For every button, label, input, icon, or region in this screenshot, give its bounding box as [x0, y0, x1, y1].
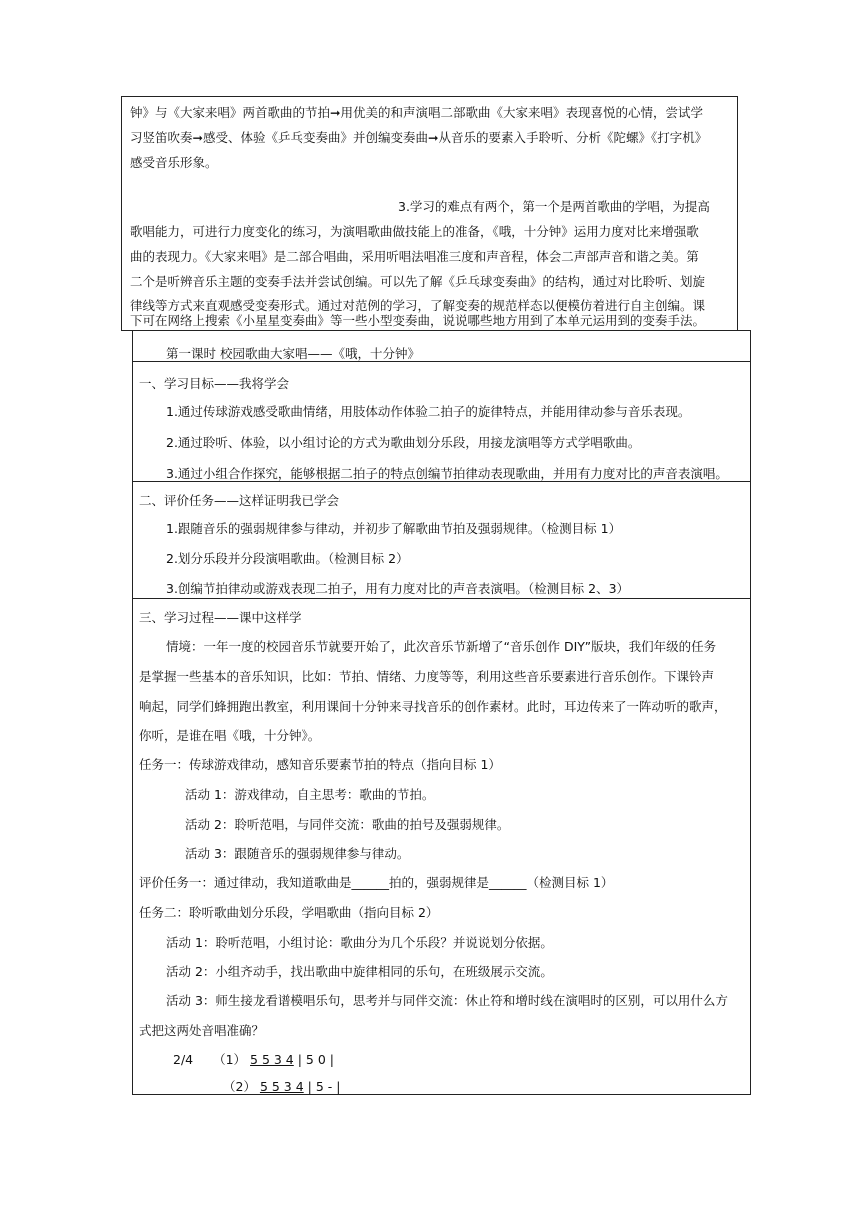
phrase-ending: | 5 0 |	[297, 1052, 334, 1067]
notation-line-1	[173, 1054, 334, 1067]
paragraph-line: 律线等方式来直观感受变奏形式。通过对范例的学习，了解变奏的规范样态以便模仿着进行自主创编。课	[130, 298, 706, 313]
assessment-item: 3.创编节拍律动或游戏表现二拍子，用有力度对比的声音表演唱。（检测目标 2、3）	[166, 581, 630, 596]
paragraph-line: 习竖笛吹奏➞感受、体验《乒乓变奏曲》并创编变奏曲➞从音乐的要素入手聆听、分析《陀螺》《打字机》	[130, 130, 708, 145]
assessment-item: 1.跟随音乐的强弱规律参与律动，并初步了解歌曲节拍及强弱规律。（检测目标 1）	[166, 521, 622, 536]
lesson-title: 第一课时 校园歌曲大家唱——《哦，十分钟》	[166, 346, 420, 361]
goal-item: 1.通过传球游戏感受歌曲情绪，用肢体动作体验二拍子的旋律特点，并能用律动参与音乐表现。	[166, 404, 691, 419]
activity-item: 活动 2：小组齐动手，找出歌曲中旋律相同的乐句，在班级展示交流。	[166, 964, 553, 979]
activity-item: 活动 1：游戏律动，自主思考：歌曲的节拍。	[185, 787, 435, 802]
phrase-label: （1）	[213, 1052, 247, 1067]
divider	[133, 361, 750, 362]
evaluation-task: 评价任务一：通过律动，我知道歌曲是______拍的，强弱规律是______（检测目标 1）	[139, 875, 614, 890]
divider	[133, 598, 750, 599]
phrase-notes: 5 5 3 4	[259, 1079, 304, 1094]
assessment-heading: 二、评价任务——这样证明我已学会	[139, 493, 340, 508]
goals-heading: 一、学习目标——我将学会	[139, 376, 290, 391]
activity-item: 式把这两处音唱准确？	[139, 1023, 265, 1038]
scenario-line: 你听，是谁在唱《哦，十分钟》。	[139, 728, 321, 743]
activity-item: 活动 1：聆听范唱，小组讨论：歌曲分为几个乐段？并说说划分依据。	[166, 935, 553, 950]
goal-item: 2.通过聆听、体验，以小组讨论的方式为歌曲划分乐段，用接龙演唱等方式学唱歌曲。	[166, 435, 641, 450]
scenario-line: 响起，同学们蜂拥跑出教室，利用课间十分钟来寻找音乐的创作素材。此时，耳边传来了一阵动听的歌声，	[139, 699, 727, 714]
goal-item: 3.通过小组合作探究，能够根据二拍子的特点创编节拍律动表现歌曲，并用有力度对比的声音表演唱。	[166, 466, 728, 481]
paragraph-line: 感受音乐形象。	[130, 155, 218, 170]
notation-line-2	[223, 1081, 340, 1094]
phrase-notes: 5 5 3 4	[250, 1052, 294, 1067]
task-heading: 任务一：传球游戏律动，感知音乐要素节拍的特点（指向目标 1）	[139, 757, 501, 772]
paragraph-line: 二个是听辨音乐主题的变奏手法并尝试创编。可以先了解《乒乓球变奏曲》的结构，通过对比聆听、划旋	[130, 274, 706, 289]
time-signature: 2/4	[173, 1052, 194, 1067]
phrase-label: （2）	[223, 1079, 256, 1094]
divider	[133, 481, 750, 482]
process-heading: 三、学习过程——课中这样学	[139, 610, 302, 625]
activity-item: 活动 3：跟随音乐的强弱规律参与律动。	[185, 846, 410, 861]
paragraph-line: 下可在网络上搜索《小星星变奏曲》等一些小型变奏曲，说说哪些地方用到了本单元运用到的变奏手法。	[130, 313, 706, 328]
task-heading: 任务二：聆听歌曲划分乐段，学唱歌曲（指向目标 2）	[139, 905, 439, 920]
activity-item: 活动 3：师生接龙看谱模唱乐句，思考并与同伴交流：休止符和增时线在演唱时的区别，可以用什么方	[166, 993, 728, 1008]
paragraph-line: 钟》与《大家来唱》两首歌曲的节拍➞用优美的和声演唱二部歌曲《大家来唱》表现喜悦的心情，尝试学	[130, 105, 703, 120]
assessment-item: 2.划分乐段并分段演唱歌曲。（检测目标 2）	[166, 551, 409, 566]
lesson-table	[132, 330, 751, 1095]
paragraph-line: 曲的表现力。《大家来唱》是二部合唱曲，采用听唱法唱准三度和声音程，体会二声部声音和谐之美。第	[130, 249, 699, 264]
phrase-ending: | 5 - |	[307, 1079, 341, 1094]
activity-item: 活动 2：聆听范唱，与同伴交流：歌曲的拍号及强弱规律。	[185, 817, 510, 832]
paragraph-line: 歌唱能力，可进行力度变化的练习，为演唱歌曲做技能上的准备，《哦，十分钟》运用力度对比来增强歌	[130, 224, 699, 239]
scenario-line: 情境：一年一度的校园音乐节就要开始了，此次音乐节新增了“音乐创作 DIY”版块，我们年级的任务	[166, 639, 717, 654]
paragraph-line: 3.学习的难点有两个，第一个是两首歌曲的学唱，为提高	[398, 199, 710, 214]
scenario-line: 是掌握一些基本的音乐知识，比如：节拍、情绪、力度等等，利用这些音乐要素进行音乐创作。下课铃声	[139, 669, 715, 684]
top-text-block	[121, 96, 738, 331]
